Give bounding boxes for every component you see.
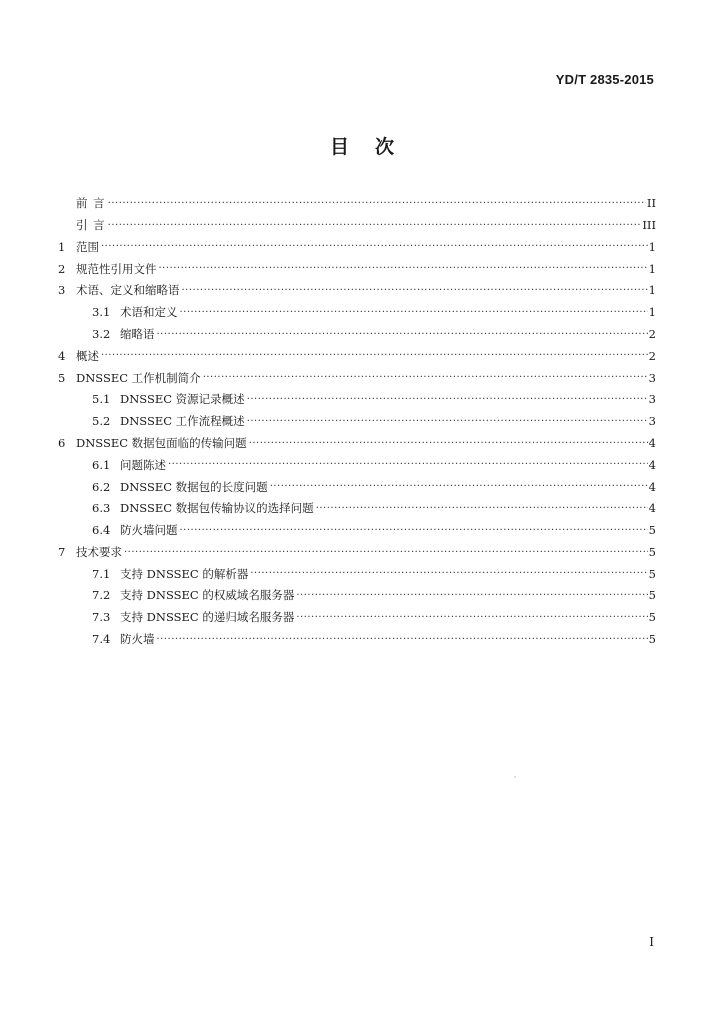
page-number: I (649, 935, 654, 949)
toc-dot-leader (203, 373, 648, 383)
toc-entry-title: DNSSEC 数据包的长度问题 (120, 479, 268, 494)
toc-entry-page: 5 (648, 523, 656, 538)
toc-entry-title: 问题陈述 (120, 457, 166, 472)
toc-entry-title: 规范性引用文件 (76, 261, 157, 276)
toc-dot-leader (168, 460, 648, 470)
toc-entry-number: 1 (58, 239, 66, 254)
toc-entry-page: 3 (648, 370, 656, 385)
toc-dot-leader (124, 548, 648, 558)
toc-entry[interactable] (58, 258, 656, 280)
toc-entry[interactable] (58, 585, 656, 607)
toc-dot-leader (108, 221, 642, 231)
toc-entry-number: 5.1 (92, 392, 111, 407)
toc-dot-leader (180, 308, 648, 318)
toc-entry-page: 2 (648, 326, 656, 341)
toc-entry-title: 缩略语 (120, 326, 155, 341)
toc-dot-leader (101, 242, 648, 252)
toc-entry-title: 概述 (76, 348, 99, 363)
toc-entry-page: 5 (648, 544, 656, 559)
toc-entry-page: 4 (648, 501, 656, 516)
toc-entry-number: 6.3 (92, 501, 111, 516)
toc-entry-title: DNSSEC 工作机制简介 (76, 370, 201, 385)
toc-entry-page: 4 (648, 479, 656, 494)
toc-dot-leader (250, 569, 647, 579)
toc-entry[interactable] (58, 564, 656, 586)
toc-dot-leader (108, 199, 646, 209)
toc-entry[interactable] (58, 215, 656, 237)
toc-entry-title: 前 言 (76, 196, 106, 211)
toc-entry-number: 7.3 (92, 610, 111, 625)
toc-entry-page: 2 (648, 348, 656, 363)
toc-entry[interactable] (58, 193, 656, 215)
toc-entry[interactable] (58, 607, 656, 629)
toc-entry[interactable] (58, 542, 656, 564)
toc-entry[interactable] (58, 367, 656, 389)
toc-entry-page: 5 (648, 566, 656, 581)
toc-entry-title: 技术要求 (76, 544, 122, 559)
toc-entry[interactable] (58, 411, 656, 433)
toc-entry-title: 防火墙 (120, 632, 155, 647)
toc-entry-number: 4 (58, 348, 66, 363)
toc-entry-page: III (642, 217, 656, 232)
toc-entry[interactable] (58, 346, 656, 368)
toc-entry-page: II (646, 196, 656, 211)
scan-speck (514, 776, 516, 778)
toc-entry-number: 6 (58, 435, 66, 450)
toc-dot-leader (180, 526, 648, 536)
toc-entry-page: 1 (648, 261, 656, 276)
toc-entry-title: 支持 DNSSEC 的权威域名服务器 (120, 588, 295, 603)
page-title: 目次 (329, 136, 420, 158)
toc-entry-number: 3.2 (92, 326, 111, 341)
toc-entry-number: 7 (58, 544, 66, 559)
toc-entry[interactable] (58, 237, 656, 259)
toc-dot-leader (157, 330, 648, 340)
toc-entry-page: 4 (648, 435, 656, 450)
toc-entry-title: DNSSEC 资源记录概述 (120, 392, 245, 407)
toc-entry-number: 7.4 (92, 632, 111, 647)
toc-entry[interactable] (58, 389, 656, 411)
toc-entry[interactable] (58, 498, 656, 520)
toc-entry-number: 5 (58, 370, 66, 385)
toc-entry[interactable] (58, 455, 656, 477)
table-of-contents (58, 193, 656, 651)
toc-entry[interactable] (58, 520, 656, 542)
toc-dot-leader (296, 613, 647, 623)
toc-entry-page: 1 (648, 305, 656, 320)
toc-entry-number: 3 (58, 283, 66, 298)
toc-entry-number: 3.1 (92, 305, 111, 320)
toc-entry-number: 2 (58, 261, 66, 276)
toc-entry-title: 术语、定义和缩略语 (76, 283, 180, 298)
toc-entry-page: 3 (648, 392, 656, 407)
toc-entry[interactable] (58, 629, 656, 651)
toc-dot-leader (157, 635, 648, 645)
toc-entry-page: 1 (648, 283, 656, 298)
toc-dot-leader (247, 417, 648, 427)
toc-entry-title: 引 言 (76, 217, 106, 232)
toc-dot-leader (182, 286, 648, 296)
toc-entry[interactable] (58, 476, 656, 498)
toc-entry-page: 3 (648, 414, 656, 429)
toc-entry-number: 5.2 (92, 414, 111, 429)
toc-entry-title: DNSSEC 工作流程概述 (120, 414, 245, 429)
toc-entry-page: 5 (648, 588, 656, 603)
toc-entry-number: 6.2 (92, 479, 111, 494)
toc-entry-page: 1 (648, 239, 656, 254)
toc-entry-page: 5 (648, 632, 656, 647)
toc-entry-title: 支持 DNSSEC 的递归域名服务器 (120, 610, 295, 625)
toc-dot-leader (159, 264, 648, 274)
toc-entry-title: DNSSEC 数据包传输协议的选择问题 (120, 501, 314, 516)
toc-dot-leader (296, 591, 647, 601)
toc-entry-number: 6.1 (92, 457, 111, 472)
toc-entry-number: 7.1 (92, 566, 111, 581)
toc-entry-number: 7.2 (92, 588, 111, 603)
toc-entry-page: 5 (648, 610, 656, 625)
toc-dot-leader (249, 439, 648, 449)
toc-entry-title: 范围 (76, 239, 99, 254)
toc-entry[interactable] (58, 433, 656, 455)
toc-dot-leader (101, 351, 648, 361)
toc-entry[interactable] (58, 324, 656, 346)
toc-entry-title: DNSSEC 数据包面临的传输问题 (76, 435, 247, 450)
toc-entry[interactable] (58, 302, 656, 324)
toc-dot-leader (270, 482, 648, 492)
toc-entry-title: 支持 DNSSEC 的解析器 (120, 566, 249, 581)
toc-entry[interactable] (58, 280, 656, 302)
document-code: YD/T 2835-2015 (555, 72, 654, 87)
toc-entry-title: 术语和定义 (120, 305, 178, 320)
toc-dot-leader (316, 504, 648, 514)
toc-entry-number: 6.4 (92, 523, 111, 538)
toc-dot-leader (247, 395, 648, 405)
toc-entry-page: 4 (648, 457, 656, 472)
toc-entry-title: 防火墙问题 (120, 523, 178, 538)
